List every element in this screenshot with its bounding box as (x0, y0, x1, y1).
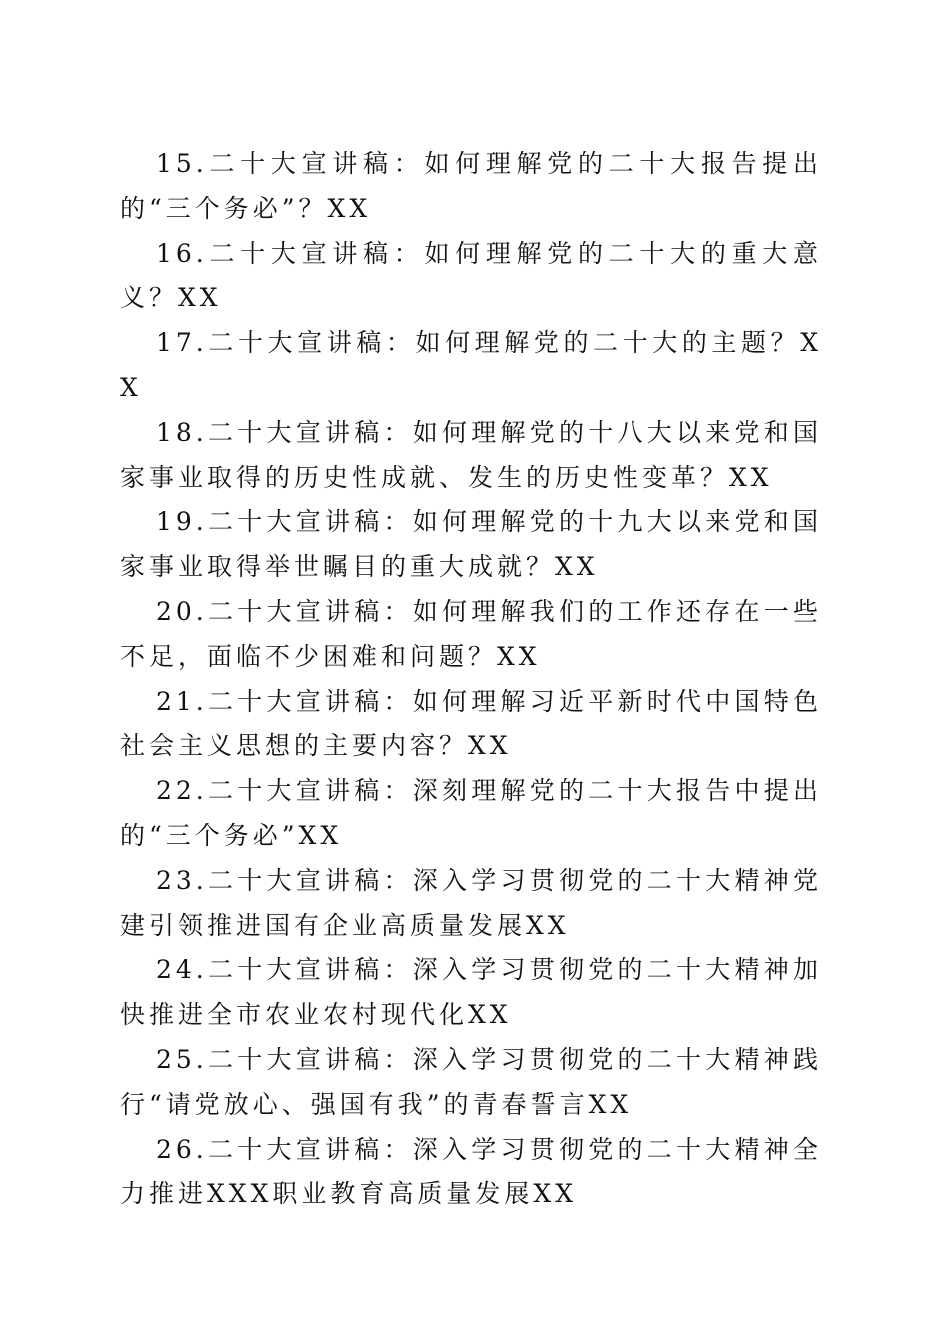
list-item: 26.二十大宣讲稿：深入学习贯彻党的二十大精神全力推进XXX职业教育高质量发展XX (120, 1134, 822, 1209)
document-body (120, 142, 822, 1217)
list-item: 20.二十大宣讲稿：如何理解我们的工作还存在一些不足，面临不少困难和问题？XX (120, 596, 822, 671)
list-item: 17.二十大宣讲稿：如何理解党的二十大的主题？XX (120, 328, 822, 402)
list-item: 19.二十大宣讲稿：如何理解党的十九大以来党和国家事业取得举世瞩目的重大成就？XX (120, 507, 822, 582)
list-item: 15.二十大宣讲稿：如何理解党的二十大报告提出的“三个务必”？XX (120, 149, 822, 223)
list-item: 22.二十大宣讲稿：深刻理解党的二十大报告中提出的“三个务必”XX (120, 776, 822, 850)
list-item: 18.二十大宣讲稿：如何理解党的十八大以来党和国家事业取得的历史性成就、发生的历史性变革？XX (120, 417, 822, 492)
list-item: 23.二十大宣讲稿：深入学习贯彻党的二十大精神党建引领推进国有企业高质量发展XX (120, 865, 822, 940)
list-item: 21.二十大宣讲稿：如何理解习近平新时代中国特色社会主义思想的主要内容？XX (120, 686, 822, 761)
list-item: 25.二十大宣讲稿：深入学习贯彻党的二十大精神践行“请党放心、强国有我”的青春誓言XX (120, 1044, 822, 1119)
list-item: 24.二十大宣讲稿：深入学习贯彻党的二十大精神加快推进全市农业农村现代化XX (120, 955, 822, 1030)
list-item: 16.二十大宣讲稿：如何理解党的二十大的重大意义？XX (120, 238, 822, 313)
